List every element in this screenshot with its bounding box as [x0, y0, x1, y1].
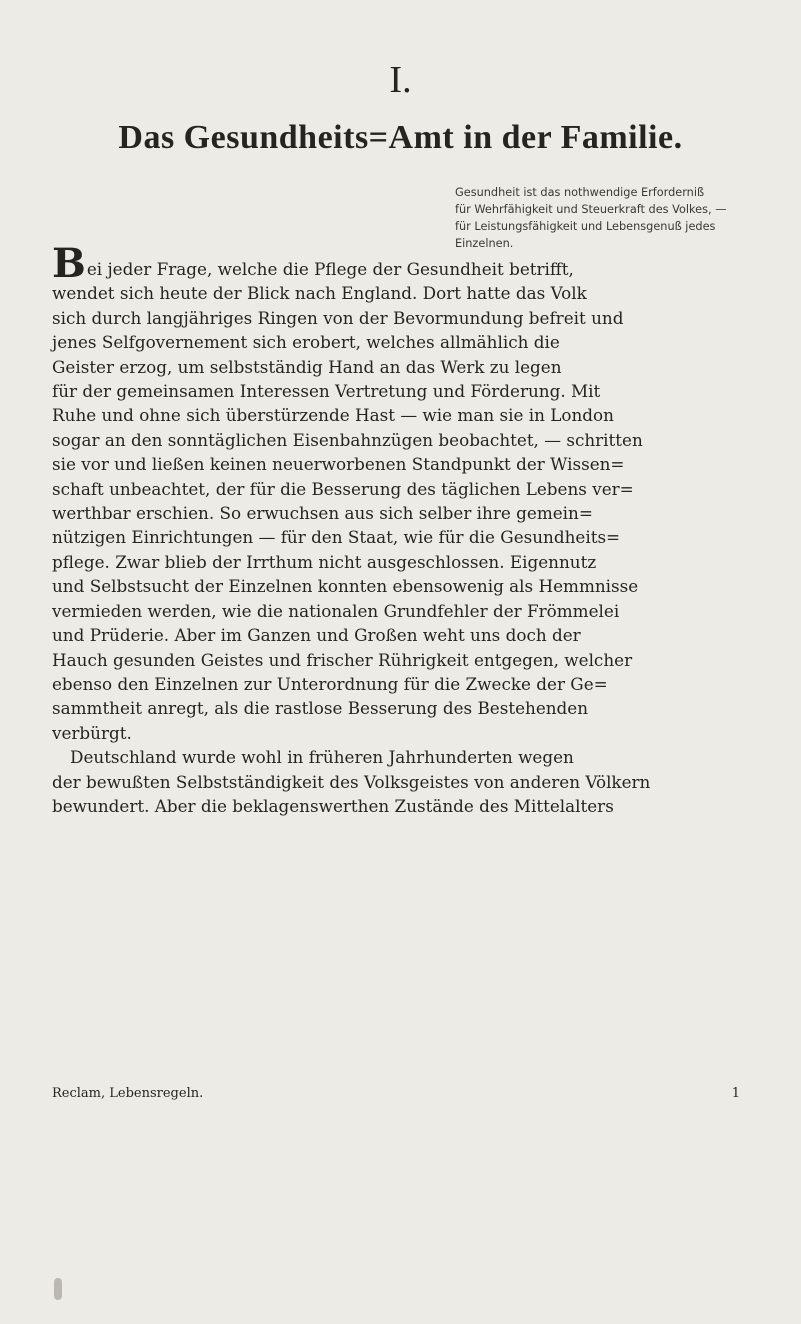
text-line: schaft unbeachtet, der für die Besserung des täglichen Lebens ver=	[52, 478, 634, 499]
text-line: für der gemeinsamen Interessen Vertretung und Förderung. Mit	[52, 381, 601, 402]
text-line: der bewußten Selbstständigkeit des Volksgeistes von anderen Völkern	[52, 771, 651, 792]
text-line: sich durch langjähriges Ringen von der Bevormundung befreit und	[52, 307, 624, 328]
text-line: und Prüderie. Aber im Ganzen und Großen weht uns doch der	[52, 625, 581, 646]
epigraph-line: für Leistungsfähigkeit und Lebensgenuß jedes	[455, 220, 716, 233]
text-line: werthbar erschien. So erwuchsen aus sich selber ihre gemein=	[52, 503, 593, 524]
chapter-numeral: I.	[389, 59, 412, 101]
epigraph-line: für Wehrfähigkeit und Steuerkraft des Volkes, —	[455, 203, 727, 216]
epigraph-line: Gesundheit ist das nothwendige Erforderniß	[455, 186, 705, 199]
text-line: ebenso den Einzelnen zur Unterordnung für die Zwecke der Ge=	[52, 673, 608, 694]
text-line: pflege. Zwar blieb der Irrthum nicht ausgeschlossen. Eigennutz	[52, 551, 597, 572]
text-line: vermieden werden, wie die nationalen Grundfehler der Frömmelei	[52, 600, 620, 621]
text-line: Deutschland wurde wohl in früheren Jahrhunderten wegen	[70, 747, 574, 768]
body-text	[52, 240, 762, 818]
text-line: bewundert. Aber die beklagenswerthen Zustände des Mittelalters	[52, 795, 614, 816]
text-line: sie vor und ließen keinen neuerworbenen Standpunkt der Wissen=	[52, 454, 625, 475]
epigraph-line: Einzelnen.	[455, 237, 514, 250]
text-line: nützigen Einrichtungen — für den Staat, wie für die Gesundheits=	[52, 527, 621, 548]
text-line: wendet sich heute der Blick nach England. Dort hatte das Volk	[52, 283, 587, 304]
sheet-signature: 1	[731, 1086, 740, 1101]
publisher-note: Reclam, Lebensregeln.	[52, 1086, 204, 1101]
text-line: jenes Selfgovernement sich erobert, welches allmählich die	[52, 332, 560, 353]
chapter-title: Das Gesundheits=Amt in der Familie.	[118, 119, 683, 156]
epigraph	[455, 184, 775, 252]
text-line: Bei jeder Frage, welche die Pflege der Gesundheit betrifft,	[52, 240, 574, 287]
page-footer	[52, 1086, 770, 1101]
text-line: Geister erzog, um selbstständig Hand an das Werk zu legen	[52, 356, 562, 377]
drop-initial: B	[52, 240, 86, 287]
text-line: verbürgt.	[52, 722, 132, 743]
ink-smudge	[54, 1278, 62, 1300]
text-line: sogar an den sonntäglichen Eisenbahnzügen beobachtet, — schritten	[52, 429, 643, 450]
text-line: und Selbstsucht der Einzelnen konnten ebensowenig als Hemmnisse	[52, 576, 639, 597]
text-line: Ruhe und ohne sich überstürzende Hast — wie man sie in London	[52, 405, 614, 426]
text-line: Hauch gesunden Geistes und frischer Rührigkeit entgegen, welcher	[52, 649, 633, 670]
text-line: sammtheit anregt, als die rastlose Besserung des Bestehenden	[52, 698, 589, 719]
